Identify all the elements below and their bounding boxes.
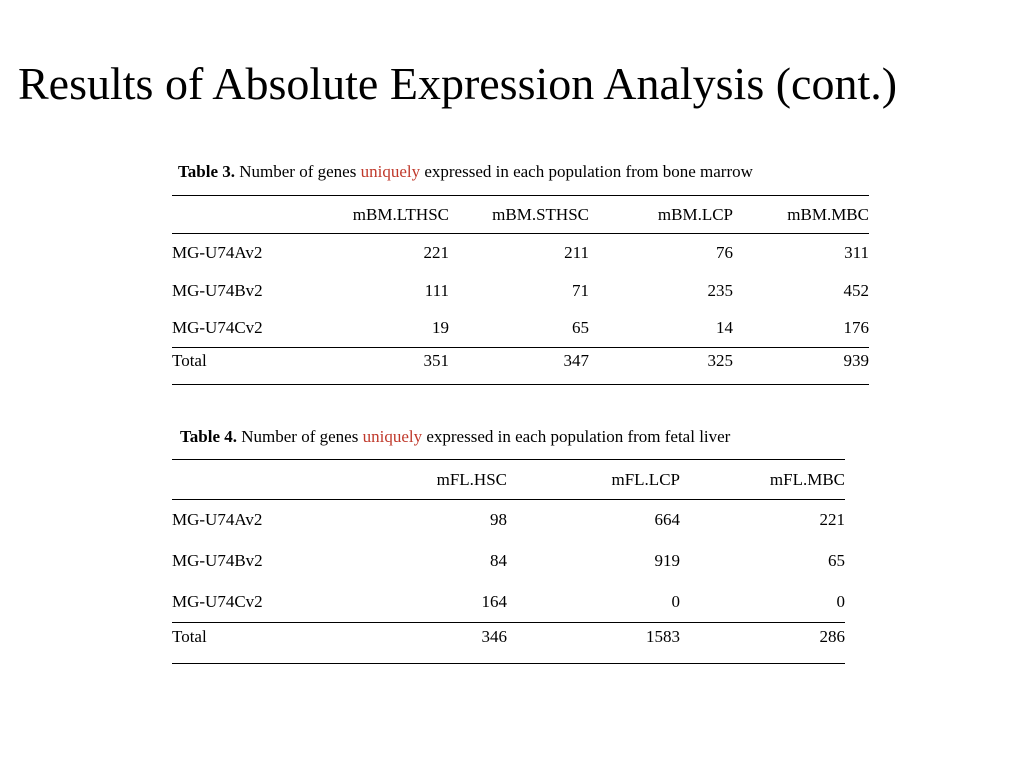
table4-caption (180, 426, 730, 448)
table4-cell: 164 (481, 591, 507, 611)
table3-header-row (172, 196, 869, 234)
table4-cell: 0 (671, 591, 680, 611)
table4-col-header: mFL.LCP (507, 460, 680, 500)
table3-total-cell: 351 (312, 348, 449, 385)
table4-total-cell: 346 (332, 623, 507, 664)
table3-label: Table 3. (178, 162, 236, 181)
table3-col-header: mBM.MBC (733, 196, 869, 234)
table3-header-corner (172, 196, 312, 234)
table4-cell: 0 (836, 591, 845, 611)
table4-row-label: MG-U74Av2 (172, 510, 263, 530)
table3-cell: 235 (707, 280, 733, 300)
table-row (172, 582, 845, 623)
slide-title: Results of Absolute Expression Analysis (cont.) (18, 58, 898, 109)
table3-cell: 311 (844, 242, 869, 262)
table-row (172, 541, 845, 582)
table-row (172, 272, 869, 310)
table4-caption-accent: uniquely (362, 427, 423, 446)
table3-cell: 14 (716, 318, 733, 338)
table4-label: Table 4. (180, 427, 238, 446)
table4-col-header: mFL.MBC (680, 460, 845, 500)
table4-caption-post: expressed in each population from fetal liver (422, 427, 731, 446)
table3-total-row (172, 348, 869, 385)
table-row (172, 234, 869, 272)
table3-cell: 19 (432, 318, 449, 338)
table3-cell: 452 (843, 280, 869, 300)
table3-cell: 76 (716, 242, 733, 262)
table4-total-cell: 1583 (507, 623, 680, 664)
table4 (172, 459, 845, 664)
table3-row-label: MG-U74Av2 (172, 242, 263, 262)
table3-caption-pre: Number of genes (235, 162, 361, 181)
table4-total-row (172, 623, 845, 664)
table3-caption-post: expressed in each population from bone marrow (420, 162, 753, 181)
table3-cell: 65 (572, 318, 589, 338)
table3-cell: 176 (843, 318, 869, 338)
table4-cell: 664 (654, 510, 680, 530)
table4-caption-pre: Number of genes (237, 427, 363, 446)
table3-row-label: MG-U74Bv2 (172, 280, 263, 300)
table3-total-cell: 325 (589, 348, 733, 385)
table3-total-label: Total (172, 348, 312, 385)
table3-total-cell: 347 (449, 348, 589, 385)
table4-total-cell: 286 (680, 623, 845, 664)
table4-cell: 98 (490, 510, 507, 530)
table-row (172, 310, 869, 348)
table3-caption (178, 161, 753, 183)
table4-total-label: Total (172, 623, 332, 664)
table3-cell: 221 (423, 242, 449, 262)
table4-row-label: MG-U74Bv2 (172, 551, 263, 570)
table-row (172, 500, 845, 541)
table4-col-header: mFL.HSC (332, 460, 507, 500)
table4-cell: 919 (654, 551, 680, 570)
table3-cell: 111 (424, 280, 449, 300)
table4-row-label: MG-U74Cv2 (172, 591, 263, 611)
table4-cell: 84 (490, 551, 507, 570)
table4-header-corner (172, 460, 332, 500)
table3 (172, 195, 869, 385)
table3-total-cell: 939 (733, 348, 869, 385)
table4-cell: 65 (828, 551, 845, 570)
table3-caption-accent: uniquely (360, 162, 421, 181)
table3-col-header: mBM.STHSC (449, 196, 589, 234)
table3-row-label: MG-U74Cv2 (172, 318, 263, 338)
table3-col-header: mBM.LTHSC (312, 196, 449, 234)
table3-cell: 211 (564, 242, 589, 262)
table4-cell: 221 (819, 510, 845, 530)
table3-cell: 71 (572, 280, 589, 300)
table4-header-row (172, 460, 845, 500)
table3-col-header: mBM.LCP (589, 196, 733, 234)
